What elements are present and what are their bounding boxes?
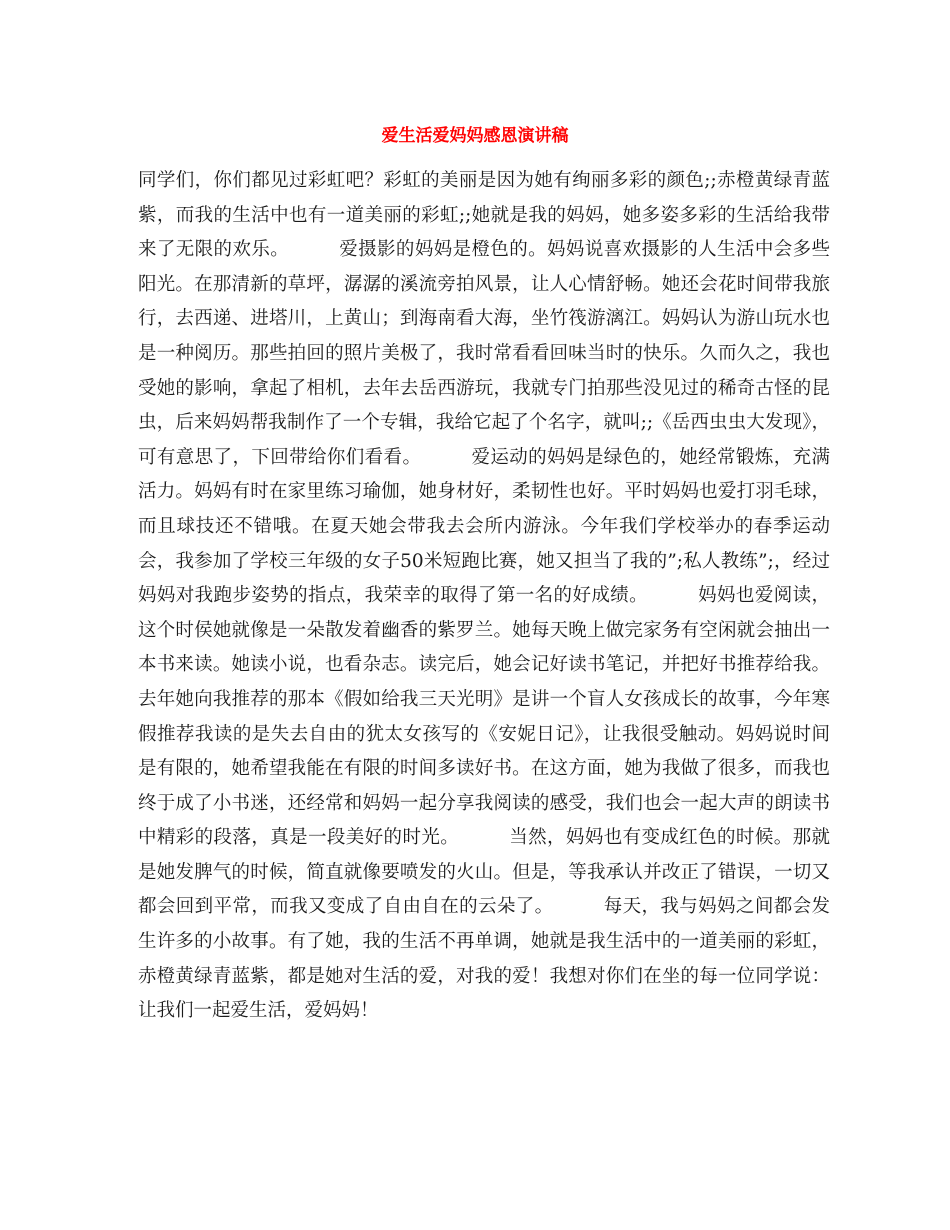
- document-title: 爱生活爱妈妈感恩演讲稿: [381, 126, 569, 146]
- speech-body-text: 同学们，你们都见过彩虹吧？彩虹的美丽是因为她有绚丽多彩的颜色;;赤橙黄绿青蓝紫，而我的生活中也有一道美丽的彩虹;;她就是我的妈妈，她多姿多彩的生活给我带来了无限的欢乐。 爱摄影的妈妈是橙色的。妈妈说喜欢摄影的人生活中会多些阳光。在那清新的草坪，潺潺的溪流旁拍风景，让人心情舒畅。她还会花时间带我旅行，去西递、进塔川，上黄山；到海南看大海，坐竹筏游漓江。妈妈认为游山玩水也是一种阅历。那些拍回的照片美极了，我时常看看回味当时的快乐。久而久之，我也受她的影响，拿起了相机，去年去岳西游玩，我就专门拍那些没见过的稀奇古怪的昆虫，后来妈妈帮我制作了一个专辑，我给它起了个名字，就叫;;《岳西虫虫大发现》，可有意思了，下回带给你们看看。 爱运动的妈妈是绿色的，她经常锻炼，充满活力。妈妈有时在家里练习瑜伽，她身材好，柔韧性也好。平时妈妈也爱打羽毛球，而且球技还不错哦。在夏天她会带我去会所内游泳。今年我们学校举办的春季运动会，我参加了学校三年级的女子50米短跑比赛，她又担当了我的”;私人教练”;，经过妈妈对我跑步姿势的指点，我荣幸的取得了第一名的好成绩。 妈妈也爱阅读，这个时侯她就像是一朵散发着幽香的紫罗兰。她每天晚上做完家务有空闲就会抽出一本书来读。她读小说，也看杂志。读完后，她会记好读书笔记，并把好书推荐给我。去年她向我推荐的那本《假如给我三天光明》是讲一个盲人女孩成长的故事，今年寒假推荐我读的是失去自由的犹太女孩写的《安妮日记》，让我很受触动。妈妈说时间是有限的，她希望我能在有限的时间多读好书。在这方面，她为我做了很多，而我也终于成了小书迷，还经常和妈妈一起分享我阅读的感受，我们也会一起大声的朗读书中精彩的段落，真是一段美好的时光。 当然，妈妈也有变成红色的时候。那就是她发脾气的时候，简直就像要喷发的火山。但是，等我承认并改正了错误，一切又都会回到平常，而我又变成了自由自在的云朵了。 每天，我与妈妈之间都会发生许多的小故事。有了她，我的生活不再单调，她就是我生活中的一道美丽的彩虹，赤橙黄绿青蓝紫，都是她对生活的爱，对我的爱！我想对你们在坐的每一位同学说：让我们一起爱生活，爱妈妈！: [138, 170, 830, 1022]
